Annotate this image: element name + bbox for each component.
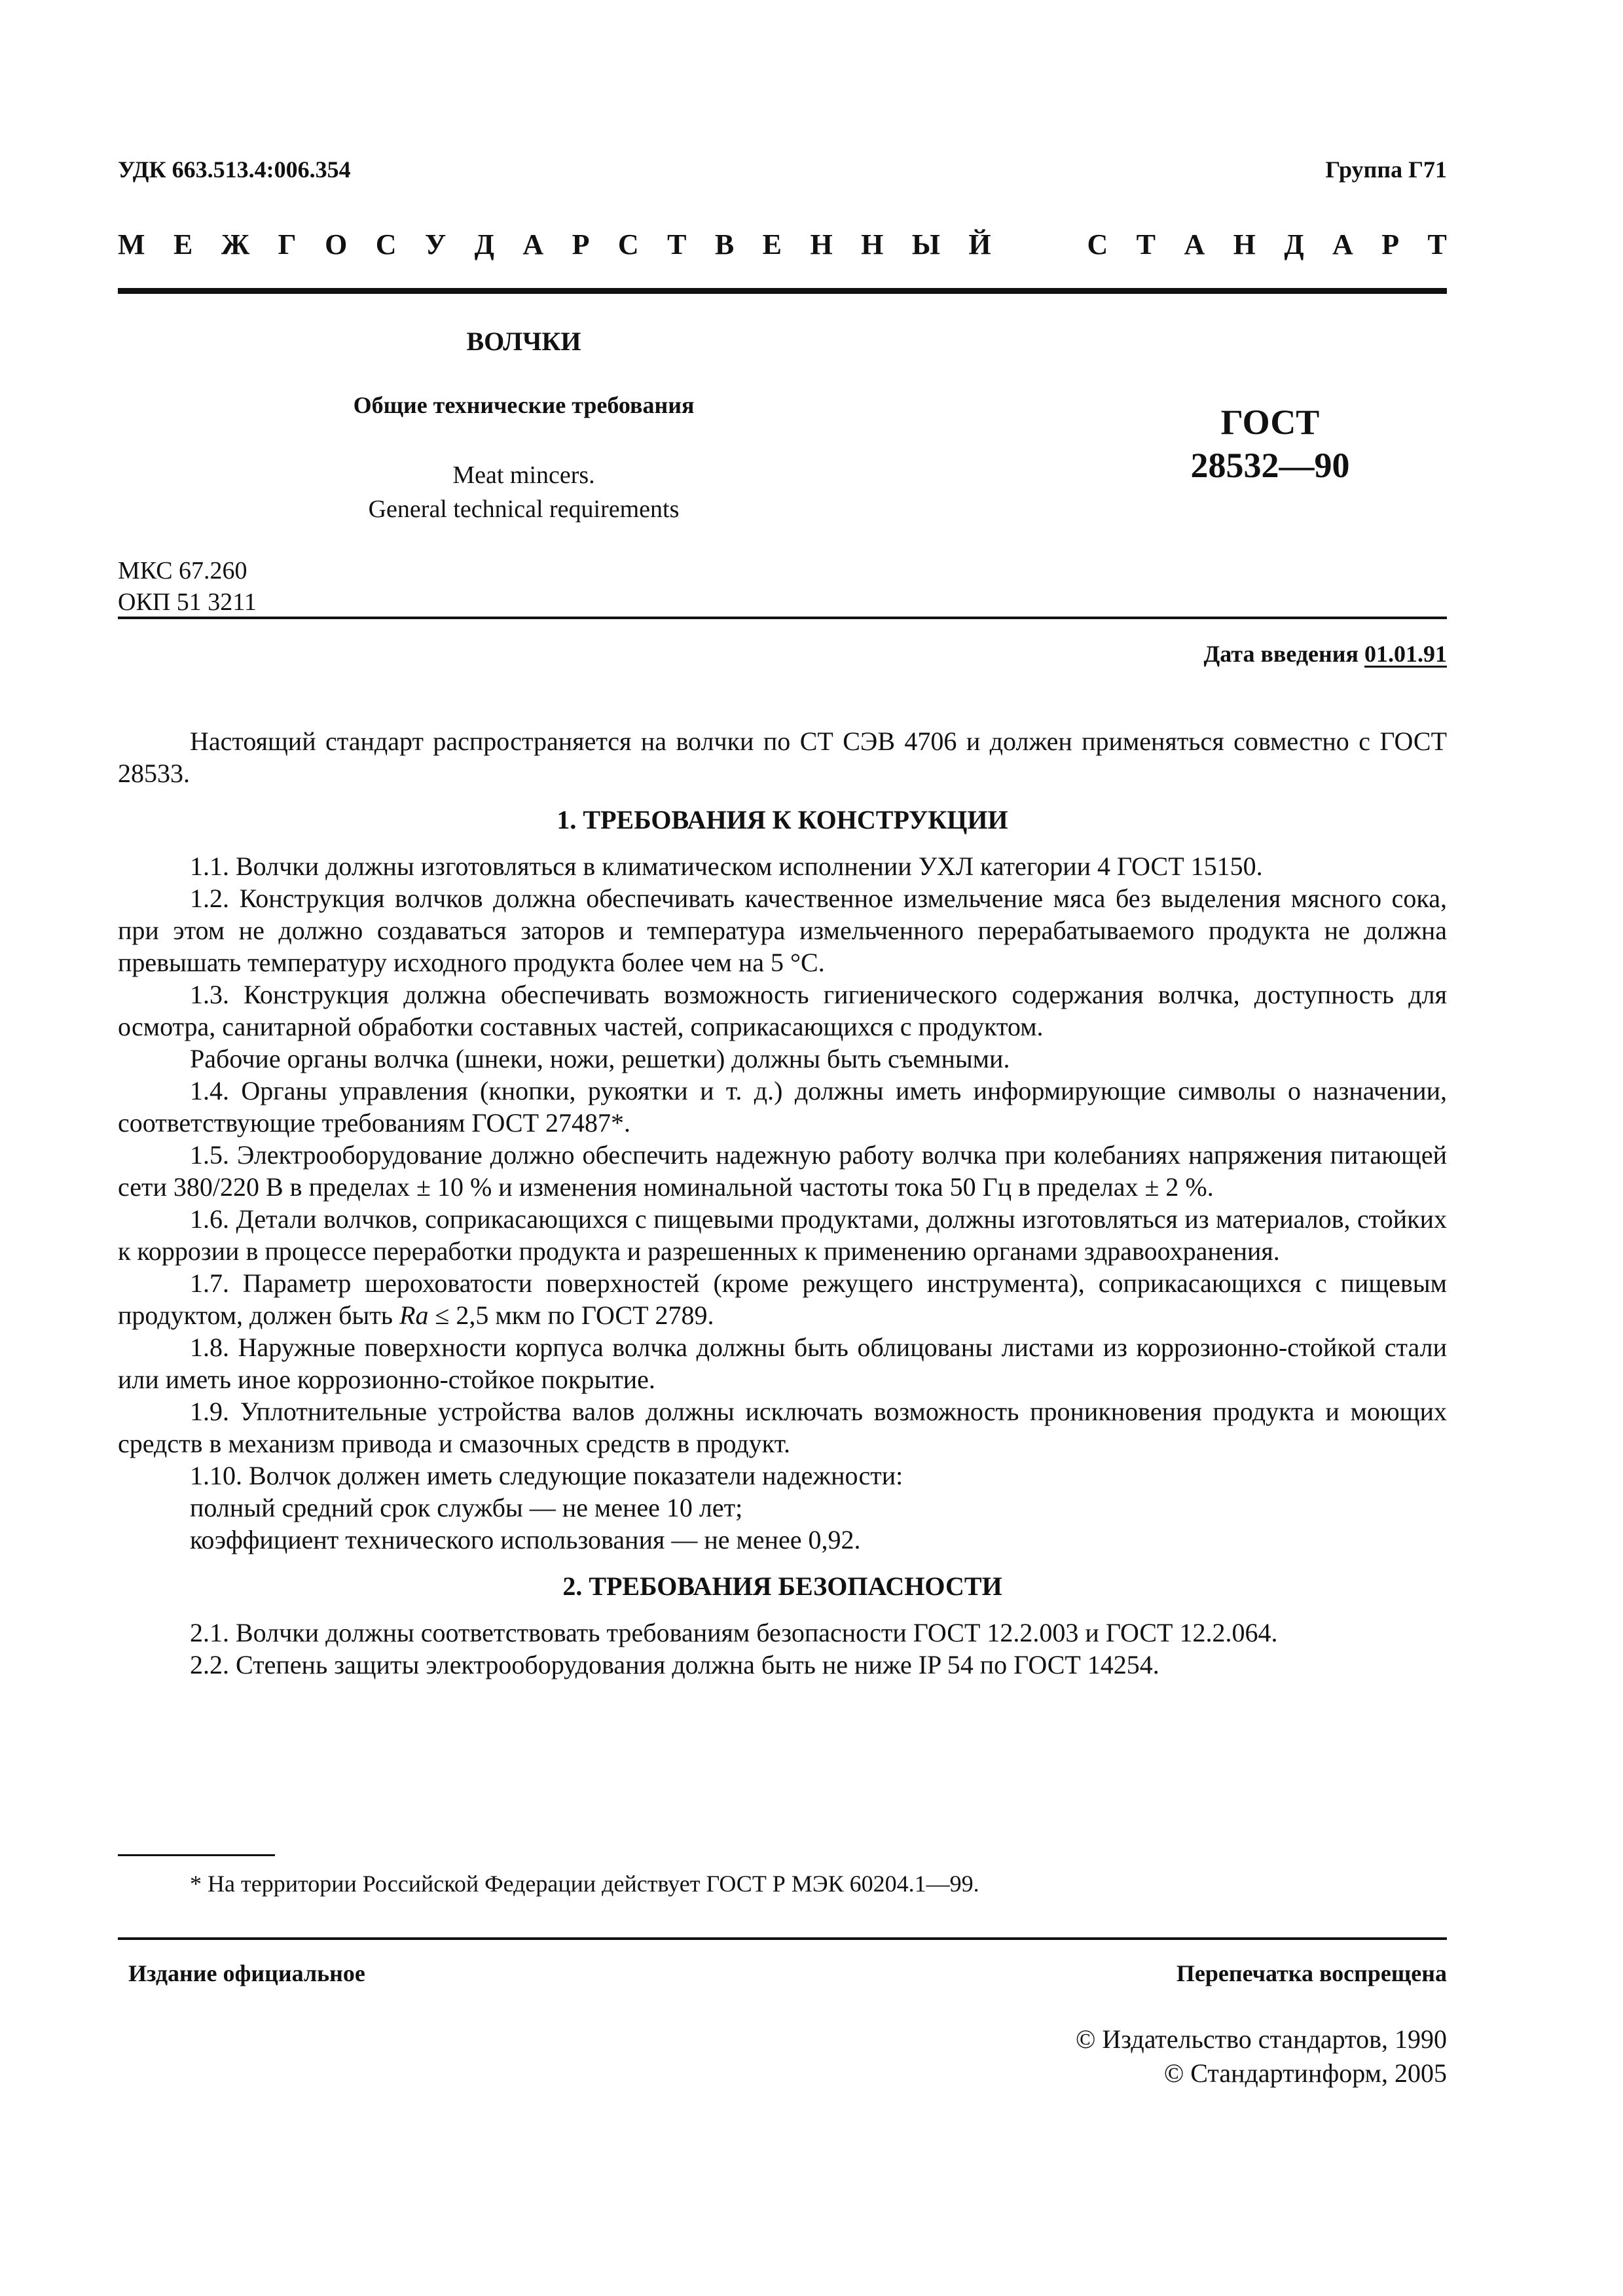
section-heading: 2. ТРЕБОВАНИЯ БЕЗОПАСНОСТИ <box>562 1571 1002 1601</box>
heading-letter: Е <box>762 228 782 260</box>
clause-paragraph: 1.5. Электрооборудование должно обеспечить надежную работу волчка при колебаниях напряжения питающей сети 380/220 В в пределах ± 10 % и изменения номинальной частоты тока 50 Гц в пределах ± 2 %. <box>118 1140 1447 1202</box>
document-subtitle: Общие технические требования <box>353 392 695 418</box>
heading-letter: Р <box>1381 228 1400 260</box>
gost-code: 28532—90 <box>1190 446 1350 485</box>
codes-divider <box>118 617 1447 619</box>
clause-paragraph: Рабочие органы волчка (шнеки, ножи, решетки) должны быть съемными. <box>190 1044 1010 1073</box>
clause-paragraph: 2.1. Волчки должны соответствовать требованиям безопасности ГОСТ 12.2.003 и ГОСТ 12.2.064. <box>190 1618 1278 1647</box>
heading-letter: Й <box>968 228 991 260</box>
gost-label: ГОСТ <box>1220 403 1320 442</box>
clause-paragraph <box>118 1267 1447 1331</box>
mks-code: МКС 67.260 <box>118 557 247 584</box>
heading-letter: М <box>118 228 145 260</box>
heading-letter: Е <box>173 228 193 260</box>
heading-letter: Г <box>278 228 297 260</box>
clause-paragraph: 1.4. Органы управления (кнопки, рукоятки и т. д.) должны иметь информирующие символы о назначении, соответствующие требованиям ГОСТ 27487*. <box>118 1076 1447 1138</box>
reprint-prohibited-label: Перепечатка воспрещена <box>1176 1960 1447 1986</box>
heading-letter: А <box>522 228 544 260</box>
okp-code: ОКП 51 3211 <box>118 588 257 616</box>
header-divider <box>118 288 1447 294</box>
document-page <box>118 0 1447 2296</box>
clause-text: ≤ 2,5 мкм по ГОСТ 2789. <box>428 1300 714 1330</box>
roughness-symbol: Ra <box>399 1300 429 1330</box>
heading-letter: Н <box>861 228 884 260</box>
gost-number <box>1100 401 1440 487</box>
heading-letter: С <box>617 228 639 260</box>
footnote: * На территории Российской Федерации действует ГОСТ Р МЭК 60204.1—99. <box>190 1871 979 1897</box>
heading-letter: Д <box>1284 228 1304 260</box>
heading-letter: В <box>714 228 735 260</box>
clause-paragraph: 1.10. Волчок должен иметь следующие показатели надежности: <box>190 1461 903 1490</box>
udk-code: УДК 663.513.4:006.354 <box>118 156 351 183</box>
heading-letter: С <box>1087 228 1108 260</box>
heading-letter: А <box>1332 228 1353 260</box>
heading-letter: Ы <box>911 228 940 260</box>
section-heading: 1. ТРЕБОВАНИЯ К КОНСТРУКЦИИ <box>556 805 1008 834</box>
document-body <box>118 725 1447 1681</box>
interstate-standard-heading <box>118 228 1447 261</box>
heading-letter: Д <box>474 228 494 260</box>
copyright-line: © Стандартинформ, 2005 <box>1163 2058 1447 2088</box>
clause-paragraph: 1.3. Конструкция должна обеспечивать возможность гигиенического содержания волчка, доступность для осмотра, санитарной обработки составных частей, соприкасающихся с продуктом. <box>118 980 1447 1041</box>
heading-letter: У <box>424 228 447 260</box>
english-title <box>249 458 799 526</box>
heading-letter: С <box>375 228 397 260</box>
footnote-divider <box>118 1854 275 1856</box>
heading-letter: Т <box>1136 228 1156 260</box>
clause-paragraph: 1.2. Конструкция волчков должна обеспечивать качественное измельчение мяса без выделения мясного сока, при этом не должно создаваться заторов и температура измельченного перерабатываемого продукта не должна превышать температуру исходного продукта более чем на 5 °С. <box>118 884 1447 977</box>
copyright-block <box>1076 2022 1447 2090</box>
intro-paragraph: Настоящий стандарт распространяется на волчки по СТ СЭВ 4706 и должен применяться совместно с ГОСТ 28533. <box>118 726 1447 788</box>
clause-paragraph: полный средний срок службы — не менее 10 лет; <box>190 1493 743 1522</box>
heading-letter: А <box>1184 228 1205 260</box>
clause-paragraph: 1.8. Наружные поверхности корпуса волчка должны быть облицованы листами из коррозионно-стойкой стали или иметь иное коррозионно-стойкое покрытие. <box>118 1333 1447 1394</box>
clause-paragraph: 1.6. Детали волчков, соприкасающихся с пищевыми продуктами, должны изготовляться из материалов, стойких к коррозии в процессе переработки продукта и разрешенных к применению органами здравоохранения. <box>118 1204 1447 1266</box>
footer-divider <box>118 1937 1447 1940</box>
date-value: 01.01.91 <box>1364 641 1447 667</box>
heading-letter: Т <box>667 228 687 260</box>
group-code: Группа Г71 <box>1325 156 1447 183</box>
clause-paragraph: 1.1. Волчки должны изготовляться в климатическом исполнении УХЛ категории 4 ГОСТ 15150. <box>190 852 1263 881</box>
official-edition-label: Издание официальное <box>128 1960 365 1986</box>
heading-letter: О <box>325 228 348 260</box>
english-title-line: General technical requirements <box>368 495 680 523</box>
clause-paragraph: коэффициент технического использования — не менее 0,92. <box>190 1525 861 1554</box>
heading-letter: Н <box>810 228 833 260</box>
clause-text: 1.7. Параметр шероховатости поверхностей (кроме режущего инструмента), соприкасающихся с пищевым продуктом, должен быть <box>118 1268 1447 1330</box>
heading-letter: Ж <box>221 228 250 260</box>
document-title: ВОЛЧКИ <box>466 327 581 356</box>
word-gap <box>1019 228 1059 261</box>
heading-letter: Т <box>1427 228 1447 260</box>
heading-letter: Р <box>572 228 590 260</box>
english-title-line: Meat mincers. <box>452 461 595 489</box>
date-label: Дата введения <box>1203 641 1359 667</box>
clause-paragraph: 1.9. Уплотнительные устройства валов должны исключать возможность проникновения продукта и моющих средств в механизм привода и смазочных средств в продукт. <box>118 1397 1447 1458</box>
clause-paragraph: 2.2. Степень защиты электрооборудования должна быть не ниже IP 54 по ГОСТ 14254. <box>190 1650 1159 1679</box>
classification-codes <box>118 555 257 618</box>
heading-letter: Н <box>1233 228 1256 260</box>
copyright-line: © Издательство стандартов, 1990 <box>1075 2024 1447 2054</box>
introduction-date <box>1204 640 1448 668</box>
